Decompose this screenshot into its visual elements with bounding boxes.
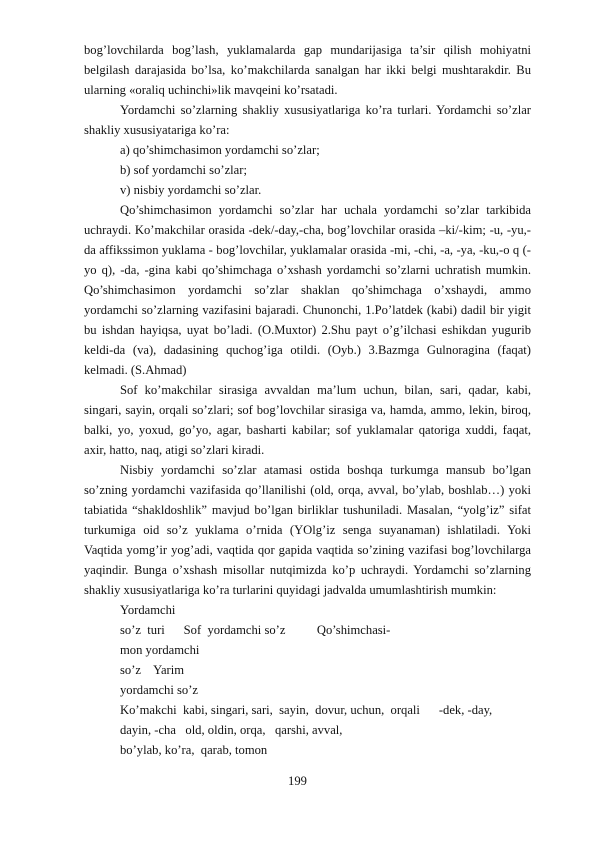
table-line-3: mon yordamchi [120, 643, 200, 657]
table-line-4: so’z Yarim [120, 663, 185, 677]
paragraph-types-heading: Yordamchi so’zlarning shakliy xususiyatlariga ko’ra turlari. Yordamchi so’zlar shakliy xususiyatariga ko’ra: [84, 103, 531, 137]
list-item-a: a) qo’shimchasimon yordamchi so’zlar; [120, 143, 320, 157]
paragraph-pure: Sof ko’makchilar sirasiga avvaldan ma’lum uchun, bilan, sari, qadar, kabi, singari, sayin, orqali so’zlari; sof bog’lovchilar sirasiga va, hamda, ammo, lekin, biroq, balki, yo, yoxud, go’yo, agar, basharti kabilar; sof yuklamalar qatoriga xuddi, faqat, axir, hatto, naq, atigi so’zlari kiradi. [84, 383, 531, 457]
table-text [84, 600, 531, 760]
table-line-1: Yordamchi [120, 603, 176, 617]
page-number: 199 [288, 774, 307, 788]
list-item-b: b) sof yordamchi so’zlar; [120, 163, 247, 177]
paragraph-relative: Nisbiy yordamchi so’zlar atamasi ostida boshqa turkumga mansub bo’lgan so’zning yordamchi vazifasida qo’llanilishi (old, orqa, avval, bo’ylab, boshlab…) yoki tabiatida “shakldoshlik” mavjud bo’lgan birliklar tushuniladi. Masalan, “yolg’iz” sifat turkumiga oid so’z yuklama o’rnida (YOlg’iz senga suyanaman) ishlatiladi. Yoki Vaqtida yomg’ir yog’adi, vaqtida qor gapida vaqtida so’zining vazifasi bog’lovchilarga yaqindir. Bunga o’xshash misollar nutqimizda ko’p uchraydi. Yordamchi so’zlarning shakliy xususiyatlariga ko’ra turlarini quyidagi jadvalda umumlashtirish mumkin: [84, 463, 531, 597]
table-line-2: so’z turi Sof yordamchi so’z Qo’shimchasi- [120, 623, 391, 637]
document-page [84, 40, 531, 760]
table-line-8: bo’ylab, ko’ra, qarab, tomon [120, 743, 268, 757]
table-line-6: Ko’makchi kabi, singari, sari, sayin, dovur, uchun, orqali -dek, -day, [120, 703, 493, 717]
table-line-7: dayin, -cha old, oldin, orqa, qarshi, avval, [120, 723, 343, 737]
paragraph-suffix-like: Qo’shimchasimon yordamchi so’zlar har uchala yordamchi so’zlar tarkibida uchraydi. Ko’makchilar orasida -dek/-day,-cha, bog’lovchilar orasida –ki/-kim; -u, -yu,-da affikssimon yuklama - bog’lovchilar, yuklamalar orasida -mi, -chi, -a, -ya, -ku,-o q (-yo q), -da, -gina kabi qo’shimchaga o’xshash yordamchi so’zlarni uchratish mumkin. Qo’shimchasimon yordamchi so’zlar shaklan qo’shimchaga o’xshaydi, ammo yordamchi so’zlarning vazifasini bajaradi. Chunonchi, 1.Po’latdek (kabi) dadil bir yigit bu ishdan hayiqsa, uyat bo’ladi. (O.Muxtor) 2.Shu payt o’g’ilchasi eshikdan yugurib keldi-da (va), dadasining quchog’iga otildi. (Oyb.) 3.Bazmga Gulnoragina (faqat) kelmadi. (S.Ahmad) [84, 203, 531, 377]
list-item-v: v) nisbiy yordamchi so’zlar. [120, 183, 262, 197]
paragraph-intro: bog’lovchilarda bog’lash, yuklamalarda gap mundarijasiga ta’sir qilish mohiyatni belgilash darajasida bo’lsa, ko’makchilarda sanalgan har ikki belgi mushtarakdir. Bu ularning «oraliq uchinchi»lik mavqeini ko’rsatadi. [84, 43, 531, 97]
table-line-5: yordamchi so’z [120, 683, 198, 697]
